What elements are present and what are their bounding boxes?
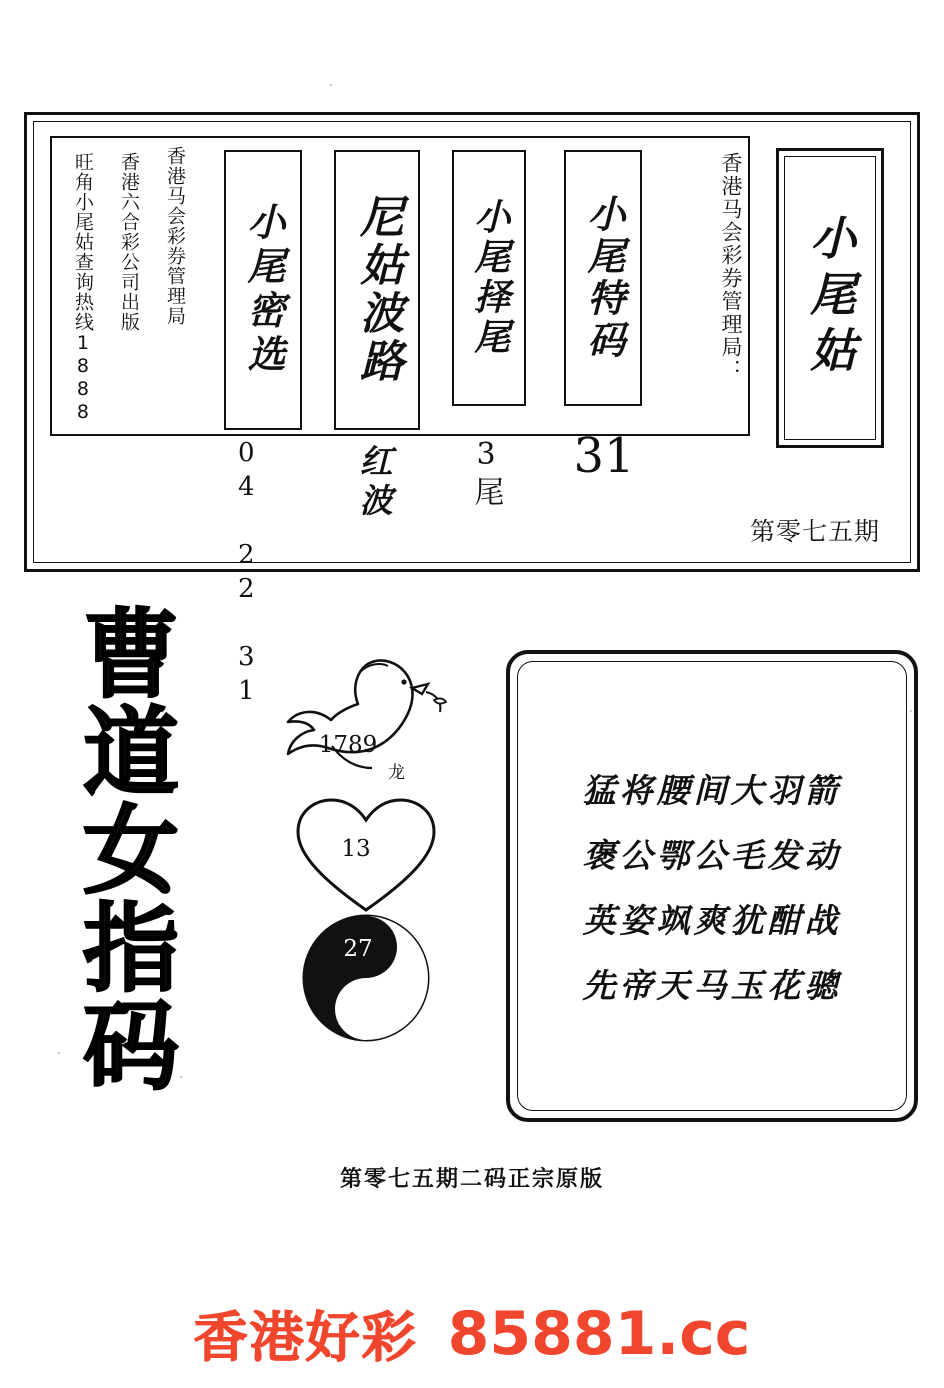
- top-info-panel-inner-border: [33, 121, 911, 710]
- poem-line-1: 猛将腰间大羽箭: [582, 771, 842, 810]
- column-label-nigu-bolu: 尼姑波路: [352, 194, 404, 386]
- poem-line-2: 褒公鄂公毛发动: [582, 836, 842, 875]
- icon-column: [276, 640, 466, 1060]
- dragon-character: 龙: [388, 763, 405, 783]
- yin-yang-number: 27: [343, 936, 373, 962]
- footer-banner: [0, 1295, 944, 1372]
- yin-yang-icon: [296, 908, 436, 1048]
- footer-brand: 香港好彩: [193, 1306, 418, 1369]
- hotline-note: 旺角小尾姑查询热线1888: [71, 152, 94, 424]
- column-box-xiaowei-tema: [564, 150, 642, 406]
- organization-label: 香港马会彩券管理局：: [719, 152, 743, 382]
- scan-speck: [910, 710, 912, 712]
- big-vertical-title: [56, 598, 206, 1103]
- big-title-char-5: 码: [83, 989, 179, 1103]
- scan-speck: [330, 84, 332, 86]
- column-box-xiaowei-mixuan: [224, 150, 302, 430]
- poem-box-inner: [517, 661, 907, 1111]
- scan-speck: [58, 1052, 60, 1054]
- authority-note: 香港马会彩券管理局: [163, 146, 186, 326]
- main-title-box: [776, 148, 884, 448]
- edition-caption: 第零七五期二码正宗原版: [339, 1167, 604, 1192]
- heart-number: 13: [341, 836, 371, 862]
- column-label-xiaowei-mixuan: 小尾密选: [240, 202, 286, 378]
- issue-number: 第零七五期: [749, 517, 880, 546]
- big-title-char-2: 道: [83, 695, 179, 809]
- main-title-box-inner: [784, 156, 876, 440]
- dove-number: 1789: [318, 732, 378, 758]
- column-value-xiaowei-tema: 31: [573, 428, 635, 484]
- column-box-xiaowei-zewei: [452, 150, 526, 406]
- column-label-xiaowei-tema: 小尾特码: [580, 194, 626, 362]
- column-value-nigu-bolu: 红波: [354, 444, 394, 522]
- column-value-xiaowei-mixuan: 04 22 31: [231, 438, 262, 710]
- column-value-xiaowei-zewei: 3尾: [468, 436, 504, 510]
- top-info-panel: [24, 112, 920, 710]
- poem-line-4: 先帝天马玉花骢: [582, 966, 842, 1005]
- scan-speck: [180, 1076, 182, 1078]
- publisher-note: 香港六合彩公司出版: [117, 152, 140, 332]
- big-title-char-3: 女: [83, 793, 179, 907]
- poem-box: [506, 650, 918, 1122]
- column-box-nigu-bolu: [334, 150, 420, 430]
- dove-icon: [276, 650, 466, 800]
- poem-line-3: 英姿飒爽犹酣战: [582, 901, 842, 940]
- big-title-char-4: 指: [83, 891, 179, 1005]
- footer-url[interactable]: 85881.cc: [447, 1298, 751, 1369]
- column-label-xiaowei-zewei: 小尾择尾: [468, 198, 511, 358]
- big-title-char-1: 曹: [83, 598, 179, 711]
- main-title-text: 小尾姑: [803, 214, 858, 382]
